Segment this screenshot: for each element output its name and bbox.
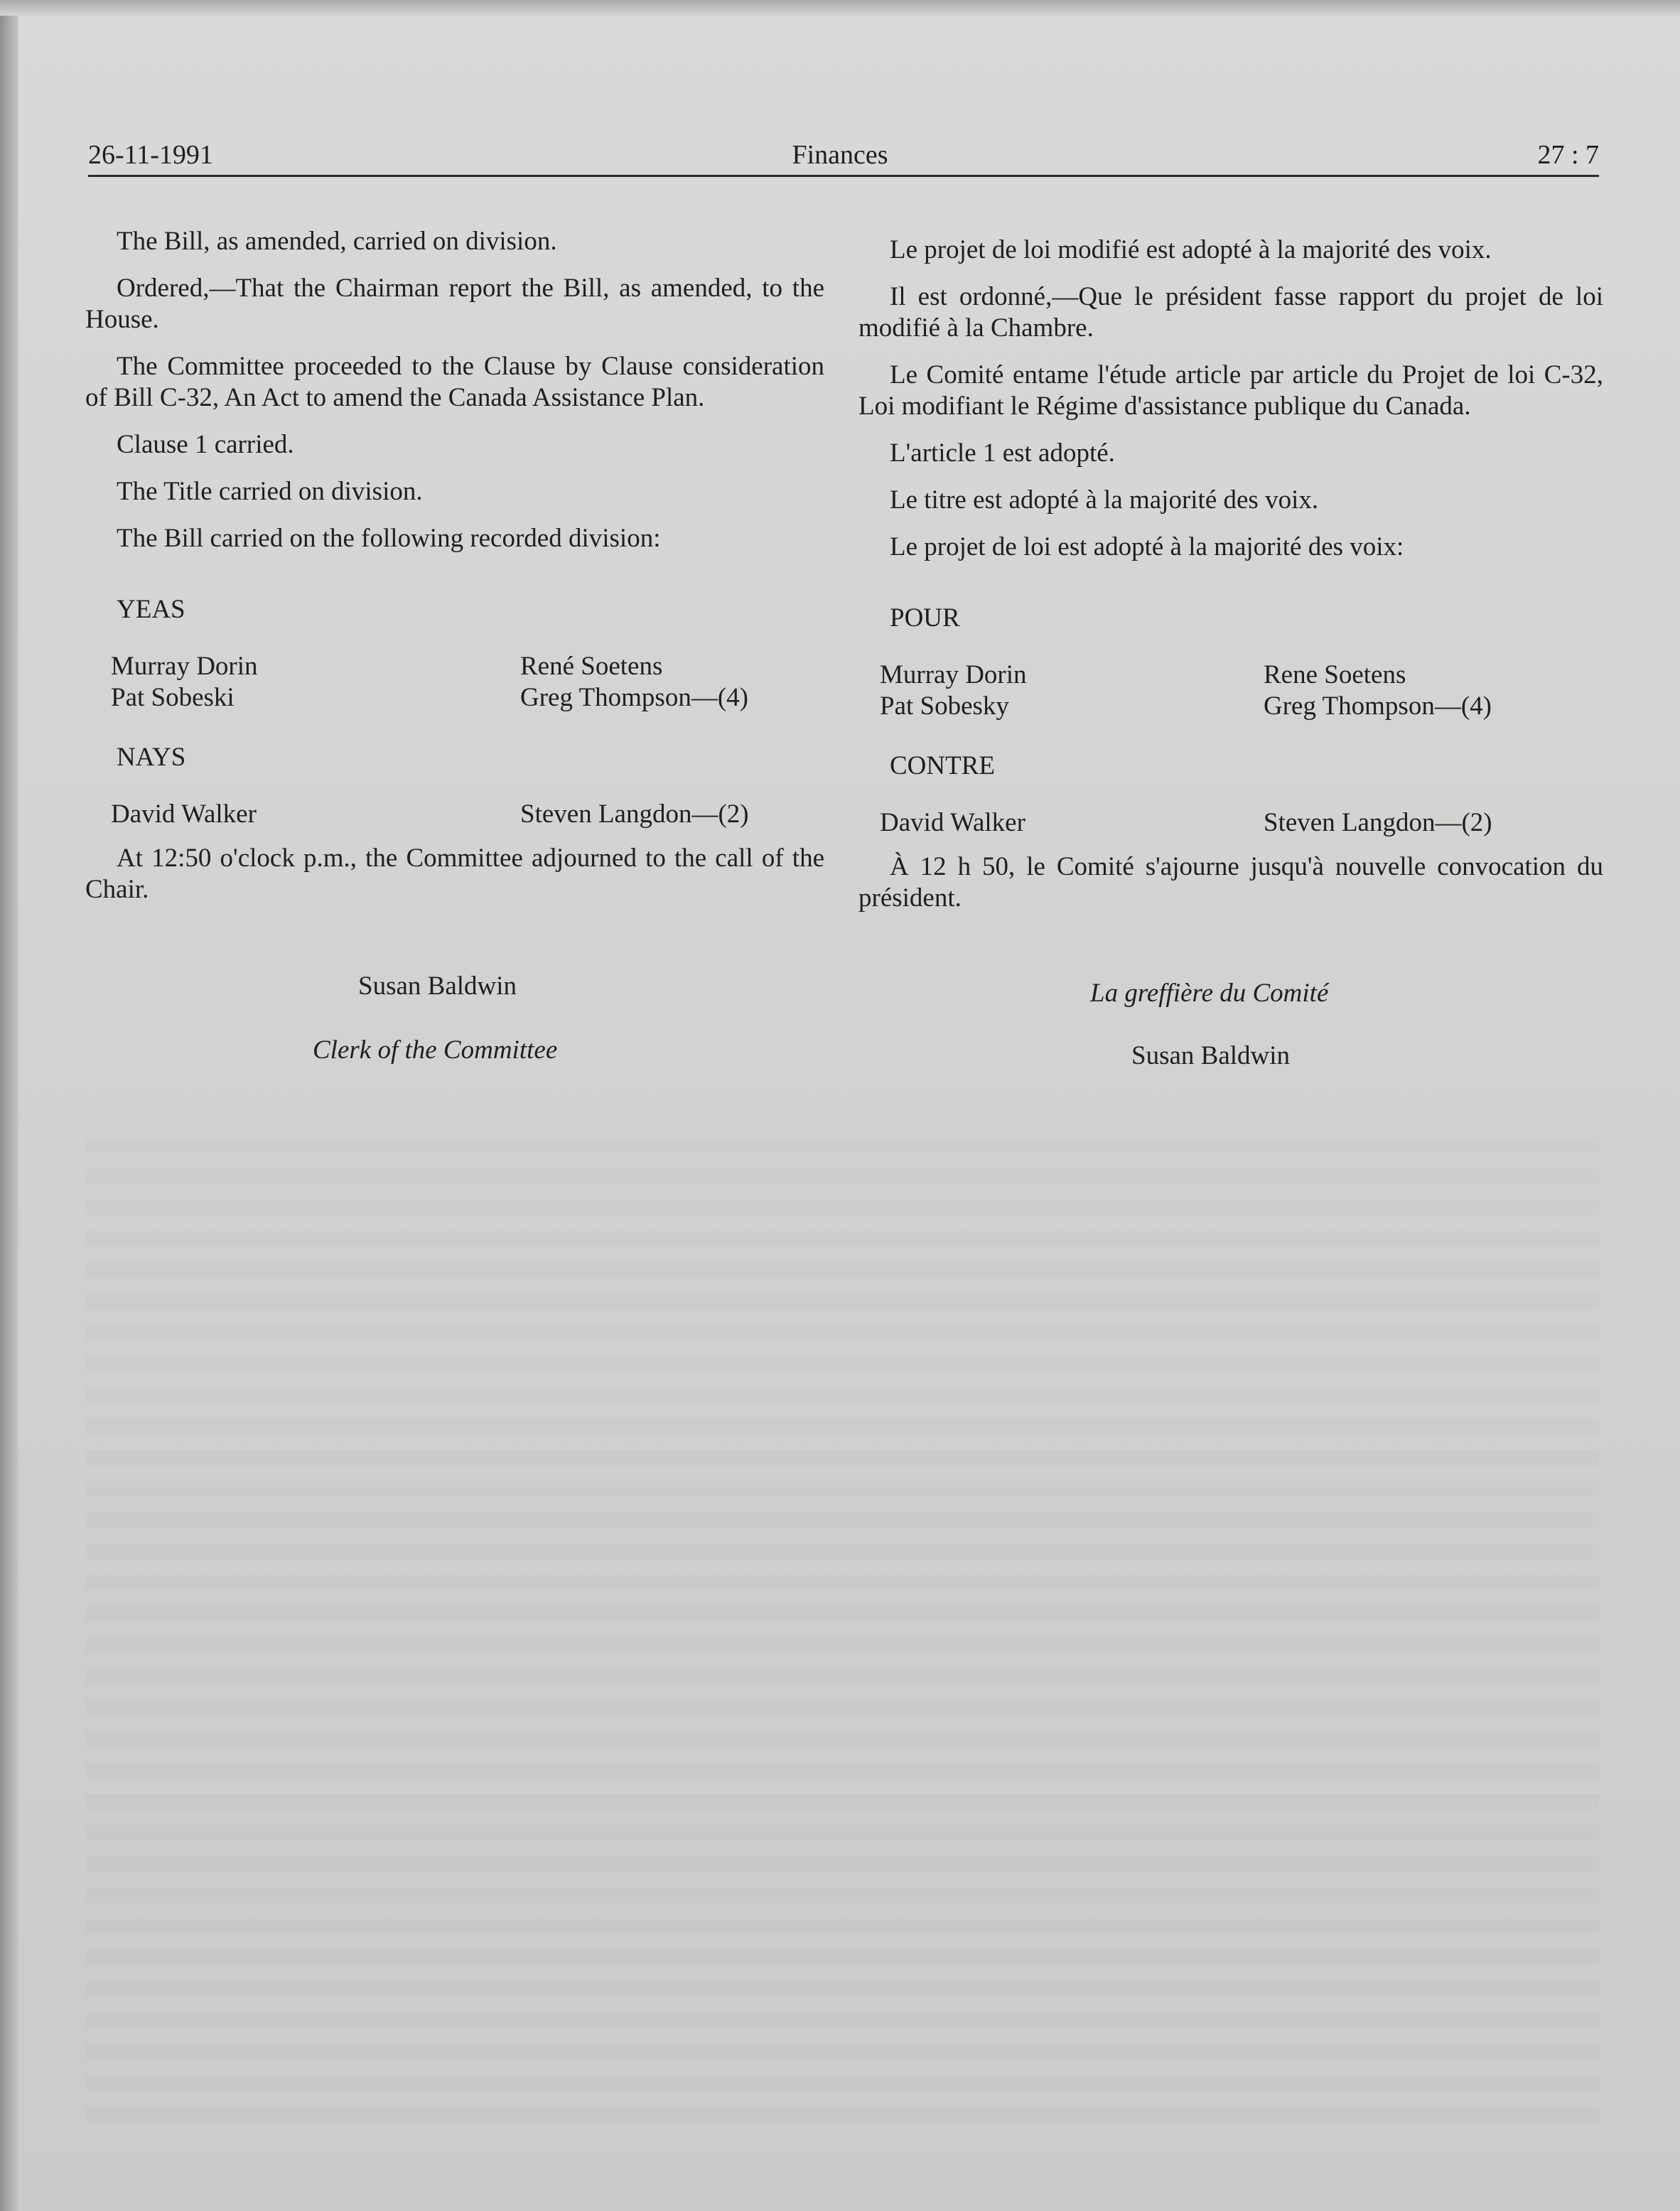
en-yeas-name: Murray Dorin <box>111 652 258 681</box>
en-paragraph-bill-amended: The Bill, as amended, carried on division. <box>117 227 557 256</box>
en-yeas-heading: YEAS <box>117 595 185 624</box>
fr-pour-name: Murray Dorin <box>880 660 1027 689</box>
english-column <box>85 226 824 905</box>
fr-paragraph-clause-consideration: Le Comité entame l'étude article par article du Projet de loi C-32, Loi modifiant le Régime d'assistance publique du Canada. <box>858 360 1603 421</box>
fr-paragraph-recorded-division: Le projet de loi est adopté à la majorité des voix: <box>890 532 1404 561</box>
fr-paragraph-adjourned: À 12 h 50, le Comité s'ajourne jusqu'à nouvelle convocation du président. <box>858 852 1603 913</box>
bleed-through-area <box>85 1137 1599 2132</box>
en-yeas-name: René Soetens <box>520 652 663 681</box>
fr-contre-name: Steven Langdon—(2) <box>1264 808 1492 837</box>
fr-paragraph-bill-amended: Le projet de loi modifié est adopté à la majorité des voix. <box>890 235 1492 264</box>
en-nays-heading: NAYS <box>117 743 186 772</box>
fr-pour-name: Rene Soetens <box>1264 660 1406 689</box>
page-edge-shadow-left <box>0 0 18 2211</box>
fr-signature-name: Susan Baldwin <box>1131 1041 1291 1070</box>
fr-paragraph-title-carried: Le titre est adopté à la majorité des voix. <box>890 485 1319 515</box>
header-date: 26-11-1991 <box>88 140 213 170</box>
en-nays-name: David Walker <box>111 800 257 829</box>
en-paragraph-title-carried: The Title carried on division. <box>117 477 423 506</box>
en-paragraph-clause-carried: Clause 1 carried. <box>117 430 294 459</box>
en-yeas-name: Greg Thompson—(4) <box>520 683 748 712</box>
en-nays-name: Steven Langdon—(2) <box>520 800 749 829</box>
page-edge-shadow-top <box>0 0 1680 16</box>
french-column <box>858 235 1603 914</box>
en-paragraph-clause-consideration: The Committee proceeded to the Clause by Clause consideration of Bill C-32, An Act to amend the Canada Assistance Plan. <box>85 352 824 412</box>
en-yeas-names <box>85 651 824 714</box>
fr-paragraph-ordered: Il est ordonné,—Que le président fasse rapport du projet de loi modifié à la Chambre. <box>858 282 1603 343</box>
fr-contre-names <box>858 807 1603 839</box>
en-paragraph-ordered: Ordered,—That the Chairman report the Bill, as amended, to the House. <box>85 274 824 334</box>
fr-pour-heading: POUR <box>890 603 960 633</box>
fr-pour-name: Greg Thompson—(4) <box>1264 692 1492 721</box>
fr-contre-name: David Walker <box>880 808 1025 837</box>
header-rule <box>88 175 1599 177</box>
en-signature-role: Clerk of the Committee <box>313 1035 558 1065</box>
fr-paragraph-clause-carried: L'article 1 est adopté. <box>890 439 1115 468</box>
en-nays-names <box>85 799 824 830</box>
header-page-number: 27 : 7 <box>1537 140 1599 170</box>
fr-contre-heading: CONTRE <box>890 751 995 780</box>
en-signature-name: Susan Baldwin <box>358 972 517 1001</box>
fr-pour-name: Pat Sobesky <box>880 692 1009 721</box>
en-paragraph-adjourned: At 12:50 o'clock p.m., the Committee adjourned to the call of the Chair. <box>85 844 824 904</box>
fr-pour-names <box>858 660 1603 722</box>
en-paragraph-recorded-division: The Bill carried on the following recorded division: <box>117 524 661 553</box>
header-title: Finances <box>792 140 888 170</box>
en-yeas-name: Pat Sobeski <box>111 683 235 712</box>
fr-signature-role: La greffière du Comité <box>1090 979 1329 1008</box>
